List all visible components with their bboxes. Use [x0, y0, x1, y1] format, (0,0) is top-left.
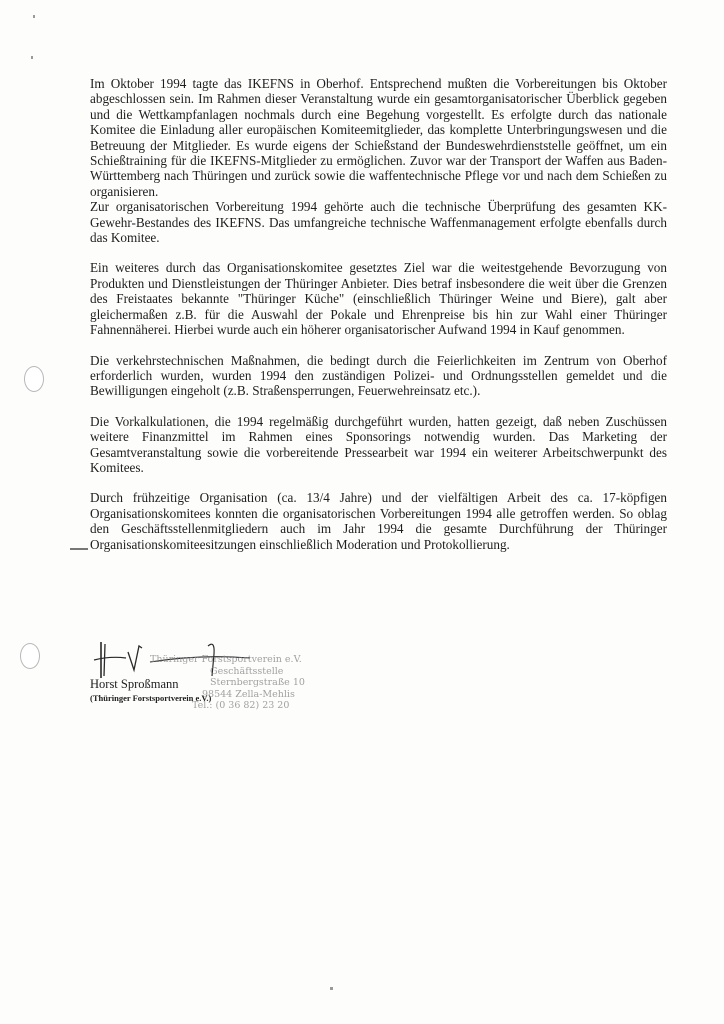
punch-hole [24, 366, 44, 392]
scan-mark [330, 987, 333, 990]
document-body [90, 76, 667, 552]
stamp-line: Sternbergstraße 10 [210, 677, 305, 688]
signatory-name: Horst Sproßmann [90, 677, 179, 691]
scan-mark [33, 15, 35, 18]
paragraph-traffic-measures: Die verkehrstechnischen Maßnahmen, die bedingt durch die Feierlichkeiten im Zentrum von Oberhof erforderlich wurden, wurden 1994 den zuständigen Polizei- und Ordnungsstellen gemeldet und die Bewilligungen eingeholt (z.B. Straßensperrungen, Feuerwehreinsatz etc.). [90, 352, 667, 399]
stamp-line: Tel.: (0 36 82) 23 20 [192, 700, 290, 711]
stamp-line: 98544 Zella-Mehlis [202, 688, 295, 700]
signatory-organization: (Thüringer Forstsportverein e.V.) [90, 693, 212, 703]
stamp-line: Thüringer Forstsportverein e.V. [150, 654, 302, 665]
scan-mark [31, 56, 33, 59]
paragraph-local-suppliers: Ein weiteres durch das Organisationskomitee gesetztes Ziel war die weitestgehende Bevorzugung von Produkten und Dienstleistungen der Thüringer Anbieter. Dies betraf insbesondere die weit über die Grenzen des Freistaates bekannte "Thüringer Küche" (einschließlich Thüringer Weine und Biere), galt aber gleichermaßen z.B. für die Auswahl der Pokale und Ehrenpreise bis hin zur Wahl einer Thüringer Fahnennäherei. Hierbei wurde auch ein höherer organisatorischer Aufwand 1994 in Kauf genommen. [90, 260, 667, 338]
paragraph-ikefns-meeting: Im Oktober 1994 tagte das IKEFNS in Oberhof. Entsprechend mußten die Vorbereitungen bis Oktober abgeschlossen sein. Im Rahmen dieser Veranstaltung wurde ein gesamtorganisatorischer Überblick gegeben und die Wettkampfanlagen nochmals durch eine Begehung vorgestellt. Es erfolgte durch das nationale Komitee die Einladung aller europäischen Komiteemitglieder, das komplette Unterbringungswesen und die Betreuung der Mitglieder. Es wurde eigens der Schießstand der Bundeswehrdienststelle geöffnet, um ein Schießtraining für die IKEFNS-Mitglieder zu ermöglichen. Zuvor war der Transport der Waffen aus Baden-Württemberg nach Thüringen und zurück sowie die waffentechnische Pflege vor und nach dem Schießen zu organisieren. [90, 76, 667, 199]
paragraph-weapons-check: Zur organisatorischen Vorbereitung 1994 gehörte auch die technische Überprüfung des gesamten KK-Gewehr-Bestandes des IKEFNS. Das umfangreiche technische Waffenmanagement erfolgte ebenfalls durch das Komitee. [90, 199, 667, 246]
stamp-line: Geschäftsstelle [210, 665, 284, 677]
scan-mark [70, 548, 88, 550]
paragraph-precalculations: Die Vorkalkulationen, die 1994 regelmäßig durchgeführt wurden, hatten gezeigt, daß neben Zuschüssen weitere Finanzmittel im Rahmen eines Sponsorings notwendig wurden. Das Marketing der Gesamtveranstaltung sowie die vorbereitende Pressearbeit war 1994 ein weiterer Arbeitschwerpunkt des Komitees. [90, 413, 667, 475]
punch-hole [20, 643, 40, 669]
signature-block [90, 640, 450, 750]
paragraph-early-organisation: Durch frühzeitige Organisation (ca. 13/4 Jahre) und der vielfältigen Arbeit des ca. 17-köpfigen Organisationskomitees konnten die organisatorischen Vorbereitungen 1994 alle getroffen werden. So oblag den Geschäftsstellenmitgliedern auch im Jahr 1994 die gesamte Durchführung der Thüringer Organisationskomiteesitzungen einschließlich Moderation und Protokollierung. [90, 490, 667, 552]
